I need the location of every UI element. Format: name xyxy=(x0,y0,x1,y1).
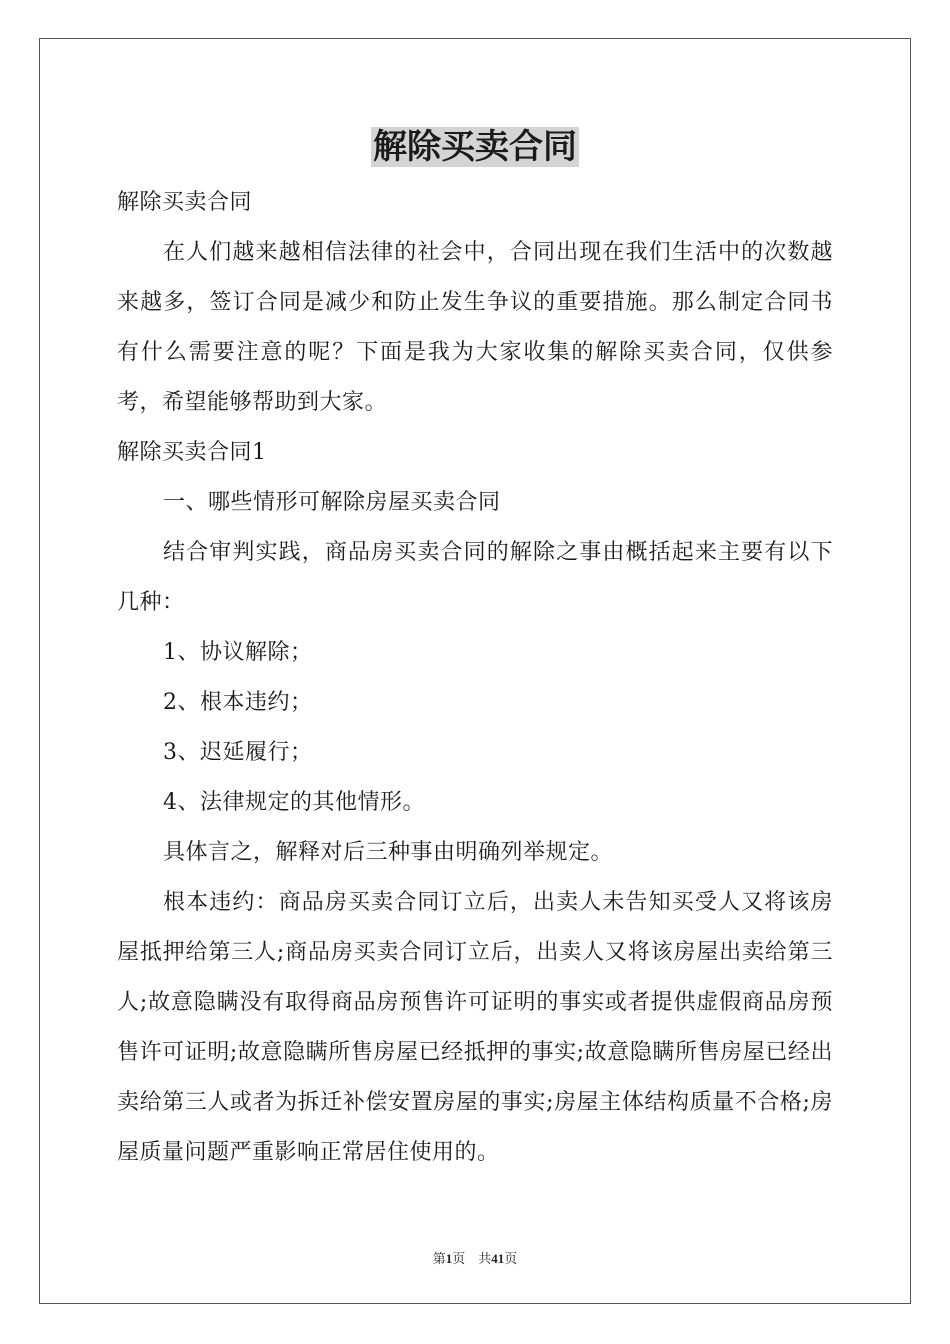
total-prefix: 共 xyxy=(478,1251,492,1266)
body-paragraph: 根本违约：商品房买卖合同订立后，出卖人未告知买受人又将该房屋抵押给第三人;商品房买卖合同订立后，出卖人又将该房屋出卖给第三人;故意隐瞒没有取得商品房预售许可证明的事实或者提供虚假商品房预售许可证明;故意隐瞒所售房屋已经抵押的事实;故意隐瞒所售房屋已经出卖给第三人或者为拆迁补偿安置房屋的事实;房屋主体结构质量不合格;房屋质量问题严重影响正常居住使用的。 xyxy=(117,890,833,1165)
contract-heading: 解除买卖合同1 xyxy=(117,440,267,465)
body-paragraph: 具体言之，解释对后三种事由明确列举规定。 xyxy=(163,840,614,865)
list-item: 2、根本违约； xyxy=(163,690,313,715)
section-heading: 解除买卖合同 xyxy=(117,190,253,215)
subsection-heading: 一、哪些情形可解除房屋买卖合同 xyxy=(163,490,501,515)
list-item: 3、迟延履行； xyxy=(163,740,313,765)
page-footer xyxy=(0,1248,950,1267)
total-suffix: 页 xyxy=(504,1251,518,1266)
list-item: 1、协议解除； xyxy=(163,640,313,665)
body-paragraph: 结合审判实践，商品房买卖合同的解除之事由概括起来主要有以下几种： xyxy=(117,540,833,615)
document-body xyxy=(117,178,833,1178)
list-item: 4、法律规定的其他情形。 xyxy=(163,790,425,815)
page-number: 1 xyxy=(445,1251,453,1266)
intro-paragraph: 在人们越来越相信法律的社会中，合同出现在我们生活中的次数越来越多，签订合同是减少和防止发生争议的重要措施。那么制定合同书有什么需要注意的呢？下面是我为大家收集的解除买卖合同，仅供参考，希望能够帮助到大家。 xyxy=(117,240,833,415)
page-prefix: 第 xyxy=(432,1251,446,1266)
document-title xyxy=(0,124,950,170)
total-pages: 41 xyxy=(491,1251,505,1266)
page-suffix: 页 xyxy=(452,1251,466,1266)
document-title-text: 解除买卖合同 xyxy=(373,127,577,167)
